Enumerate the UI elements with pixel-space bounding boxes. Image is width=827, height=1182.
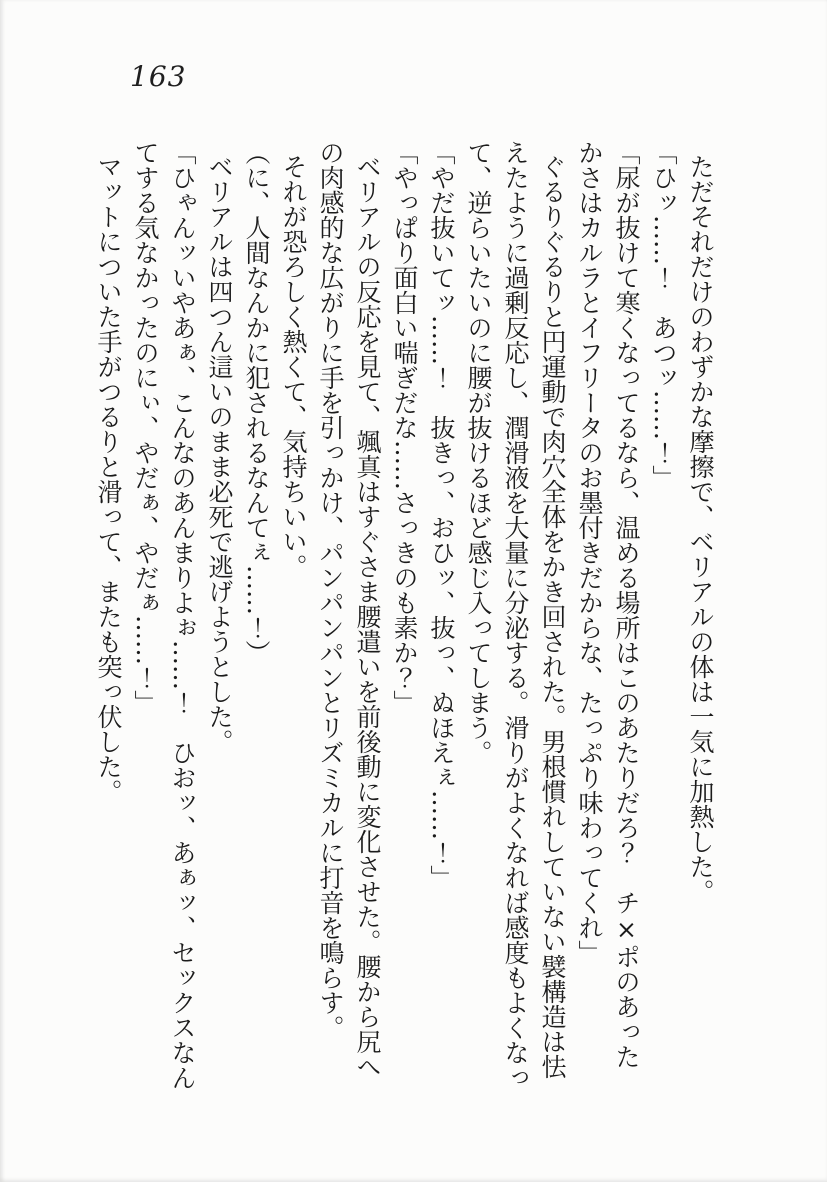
paragraph: ぐるりぐるりと円運動で肉穴全体をかき回された。男根慣れしていない襞構造は怯えたように過剰反応し、潤滑液を大量に分泌する。滑りがよくなれば感度もよくなって、逆らいたいのに腰が抜けるほど感じ入ってしまう。 [464, 140, 567, 1090]
paragraph: ただそれだけのわずかな摩擦で、ベリアルの体は一気に加熱した。 [686, 153, 715, 904]
paragraph: ベリアルは四つん這いのまま必死で逃げようとした。 [205, 153, 234, 754]
paragraph: 「尿が抜けて寒くなってるなら、温める場所はこのあたりだろ？ チ×ポのあったかさはカルラとイフリータのお墨付きだからな、たっぷり味わってくれ」 [575, 140, 641, 1069]
paragraph: 「ひッ……！ あつッ……！」 [649, 140, 678, 490]
paragraph: 「ひゃんッいやあぁ、こんなのあんまりよぉ……！ ひおッ、あぁッ、セックスなんてする気なかったのにぃ、やだぁ、やだぁ……！」 [131, 140, 197, 1090]
paragraph: 「やだ抜いてッ……！ 抜きっ、おひッ、抜っ、ぬほえぇ……！」 [427, 140, 456, 890]
paragraph: マットについた手がつるりと滑って、またも突っ伏した。 [94, 153, 123, 804]
page-text [90, 140, 719, 1092]
paragraph: 「やっぱり面白い喘ぎだな……さっきのも素か？」 [390, 140, 419, 715]
paragraph: ベリアルの反応を見て、颯真はすぐさま腰遣いを前後動に変化させた。腰から尻への肉感的な広がりに手を引っかけ、パンパンパンとリズミカルに打音を鳴らす。 [316, 140, 382, 1079]
paragraph: それが恐ろしく熱くて、気持ちいい。 [279, 153, 308, 579]
paragraph: （に、人間なんかに犯されるなんてぇ……！） [242, 140, 271, 665]
page-number: 163 [130, 60, 187, 93]
